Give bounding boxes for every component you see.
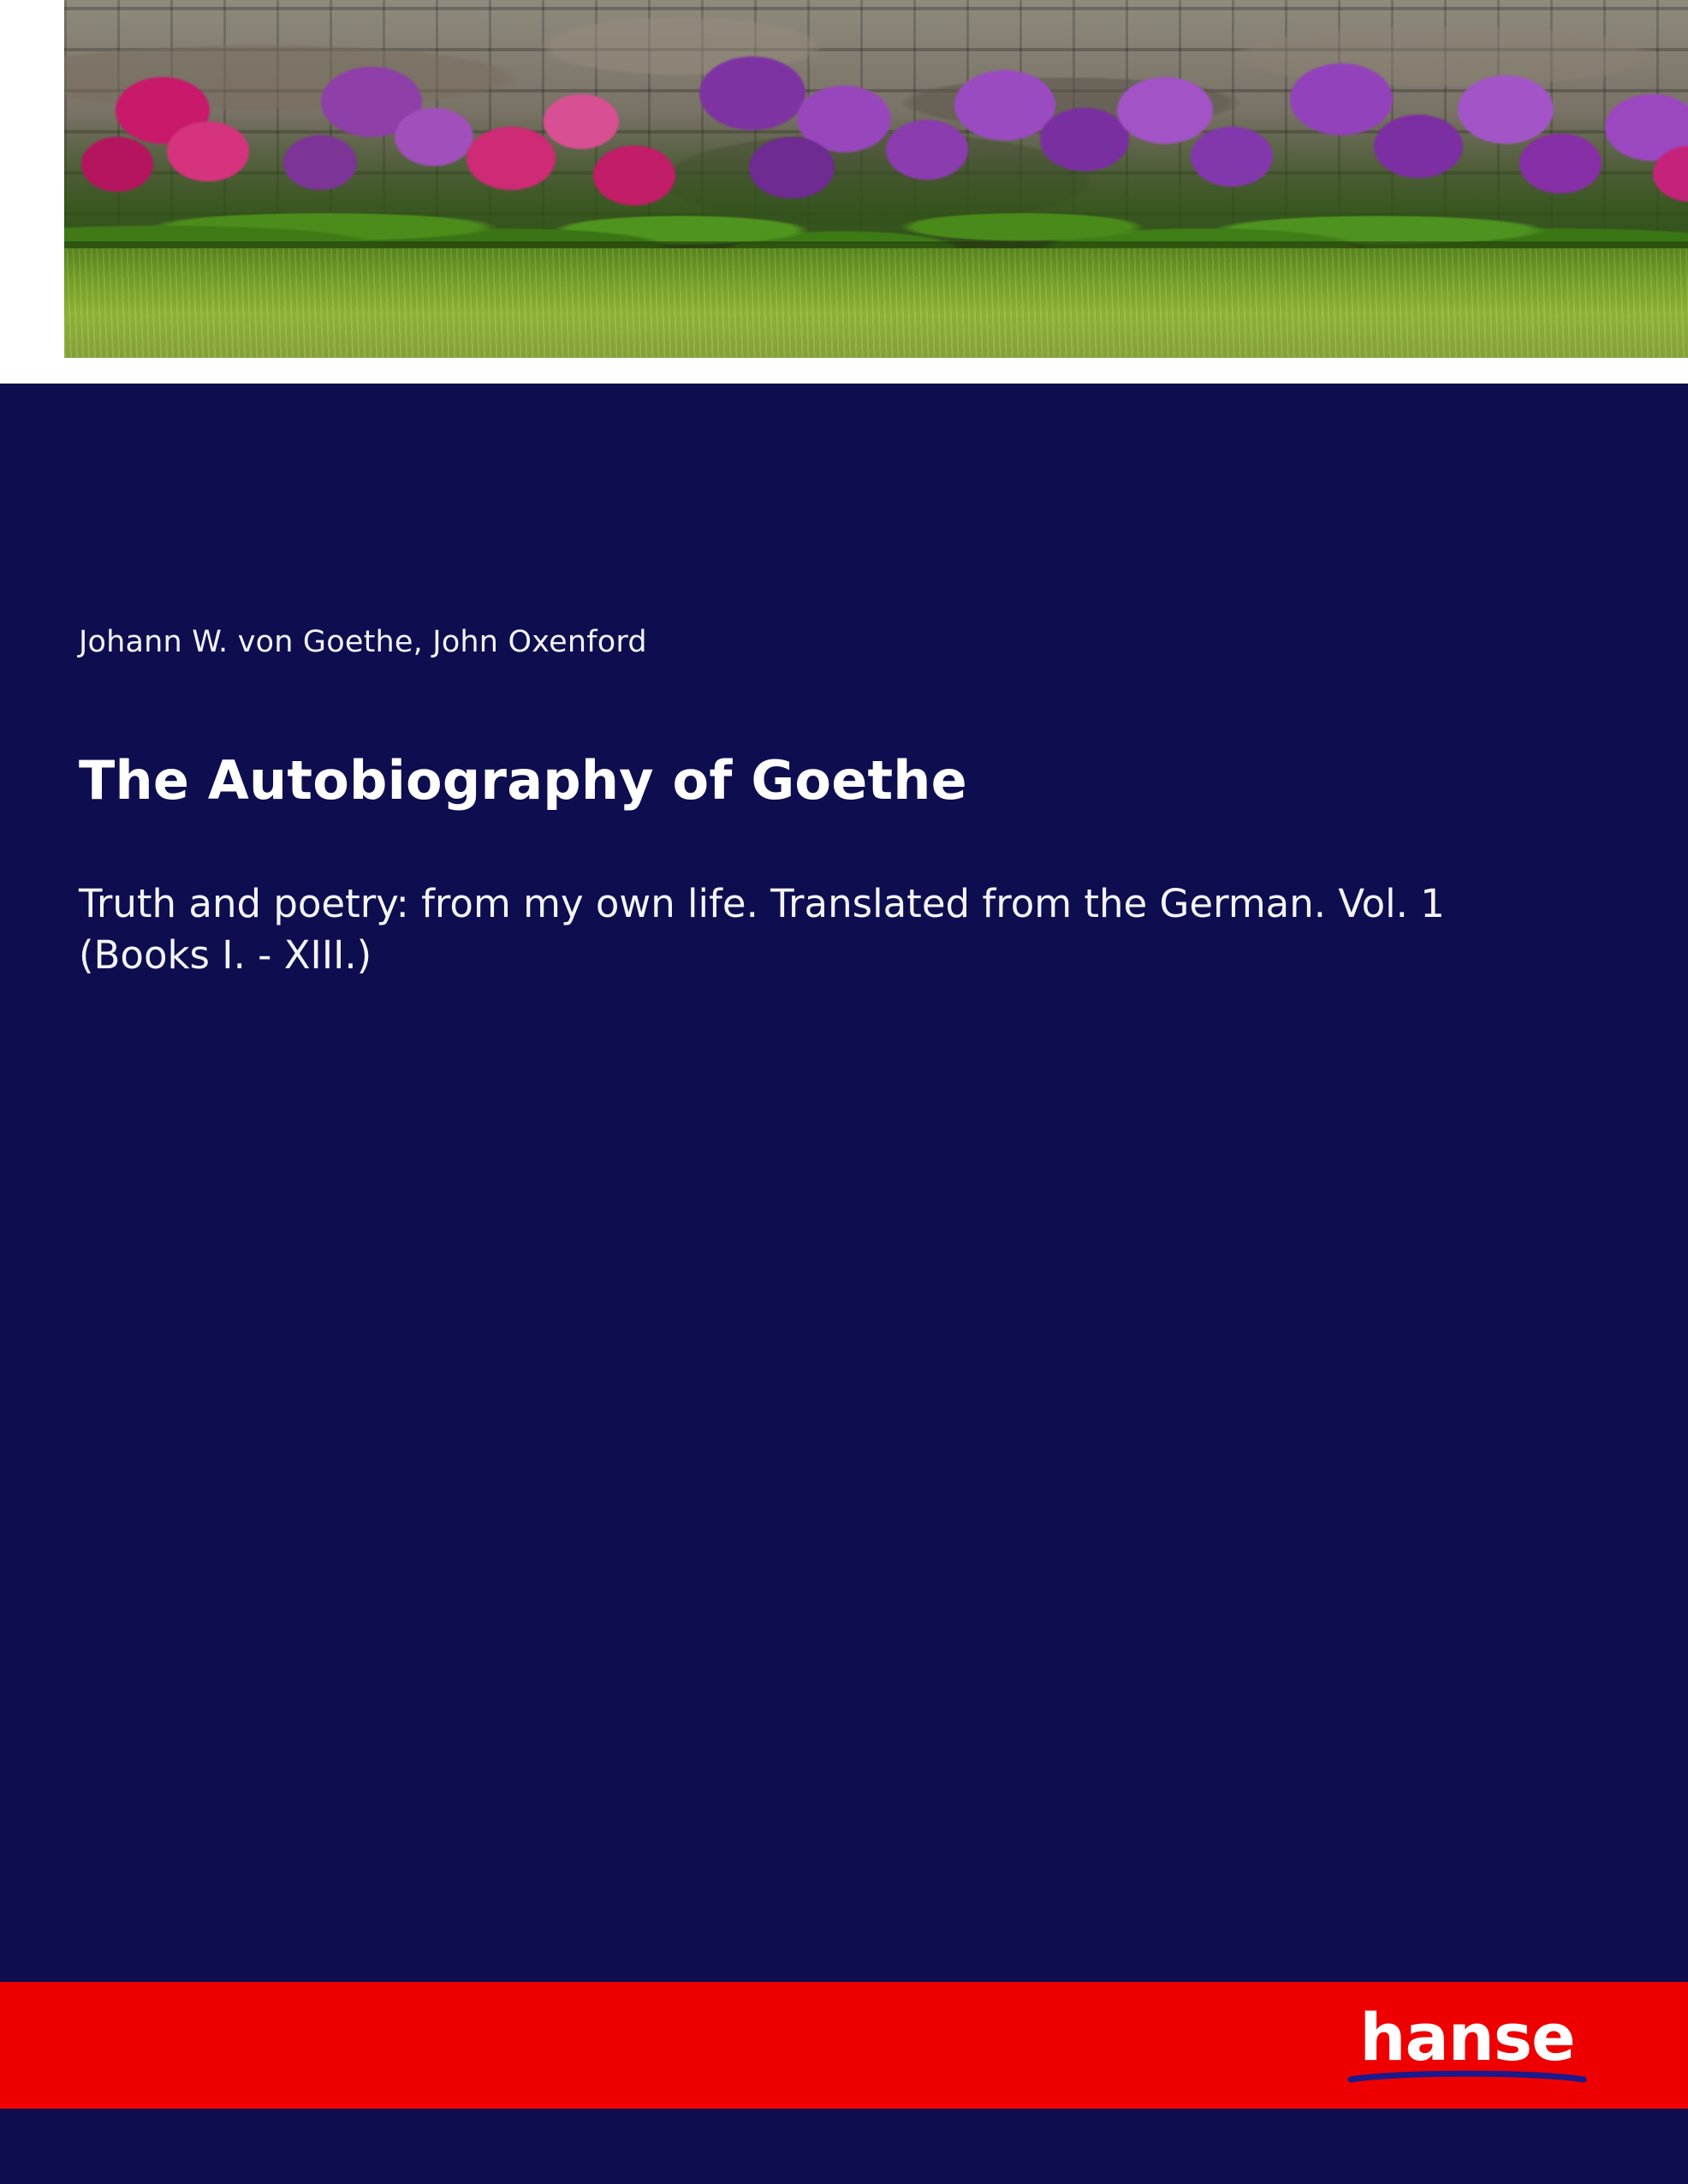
book-title: The Autobiography of Goethe [79,749,967,812]
publisher-logo [1347,1998,1587,2084]
cover-text-block [79,625,1534,981]
author-name: Johann W. von Goethe, John Oxenford [79,625,647,659]
hydrangea-blooms [64,26,1688,248]
hydrangea-stone-wall-photo [64,0,1688,358]
book-subtitle: Truth and poetry: from my own life. Translated from the German. Vol. 1 (Books I. - XIII.) [79,881,1445,978]
publisher-footer-band [0,1982,1688,2109]
publisher-logo-text: hanse [1359,1998,1575,2075]
grass-strip [64,248,1688,358]
